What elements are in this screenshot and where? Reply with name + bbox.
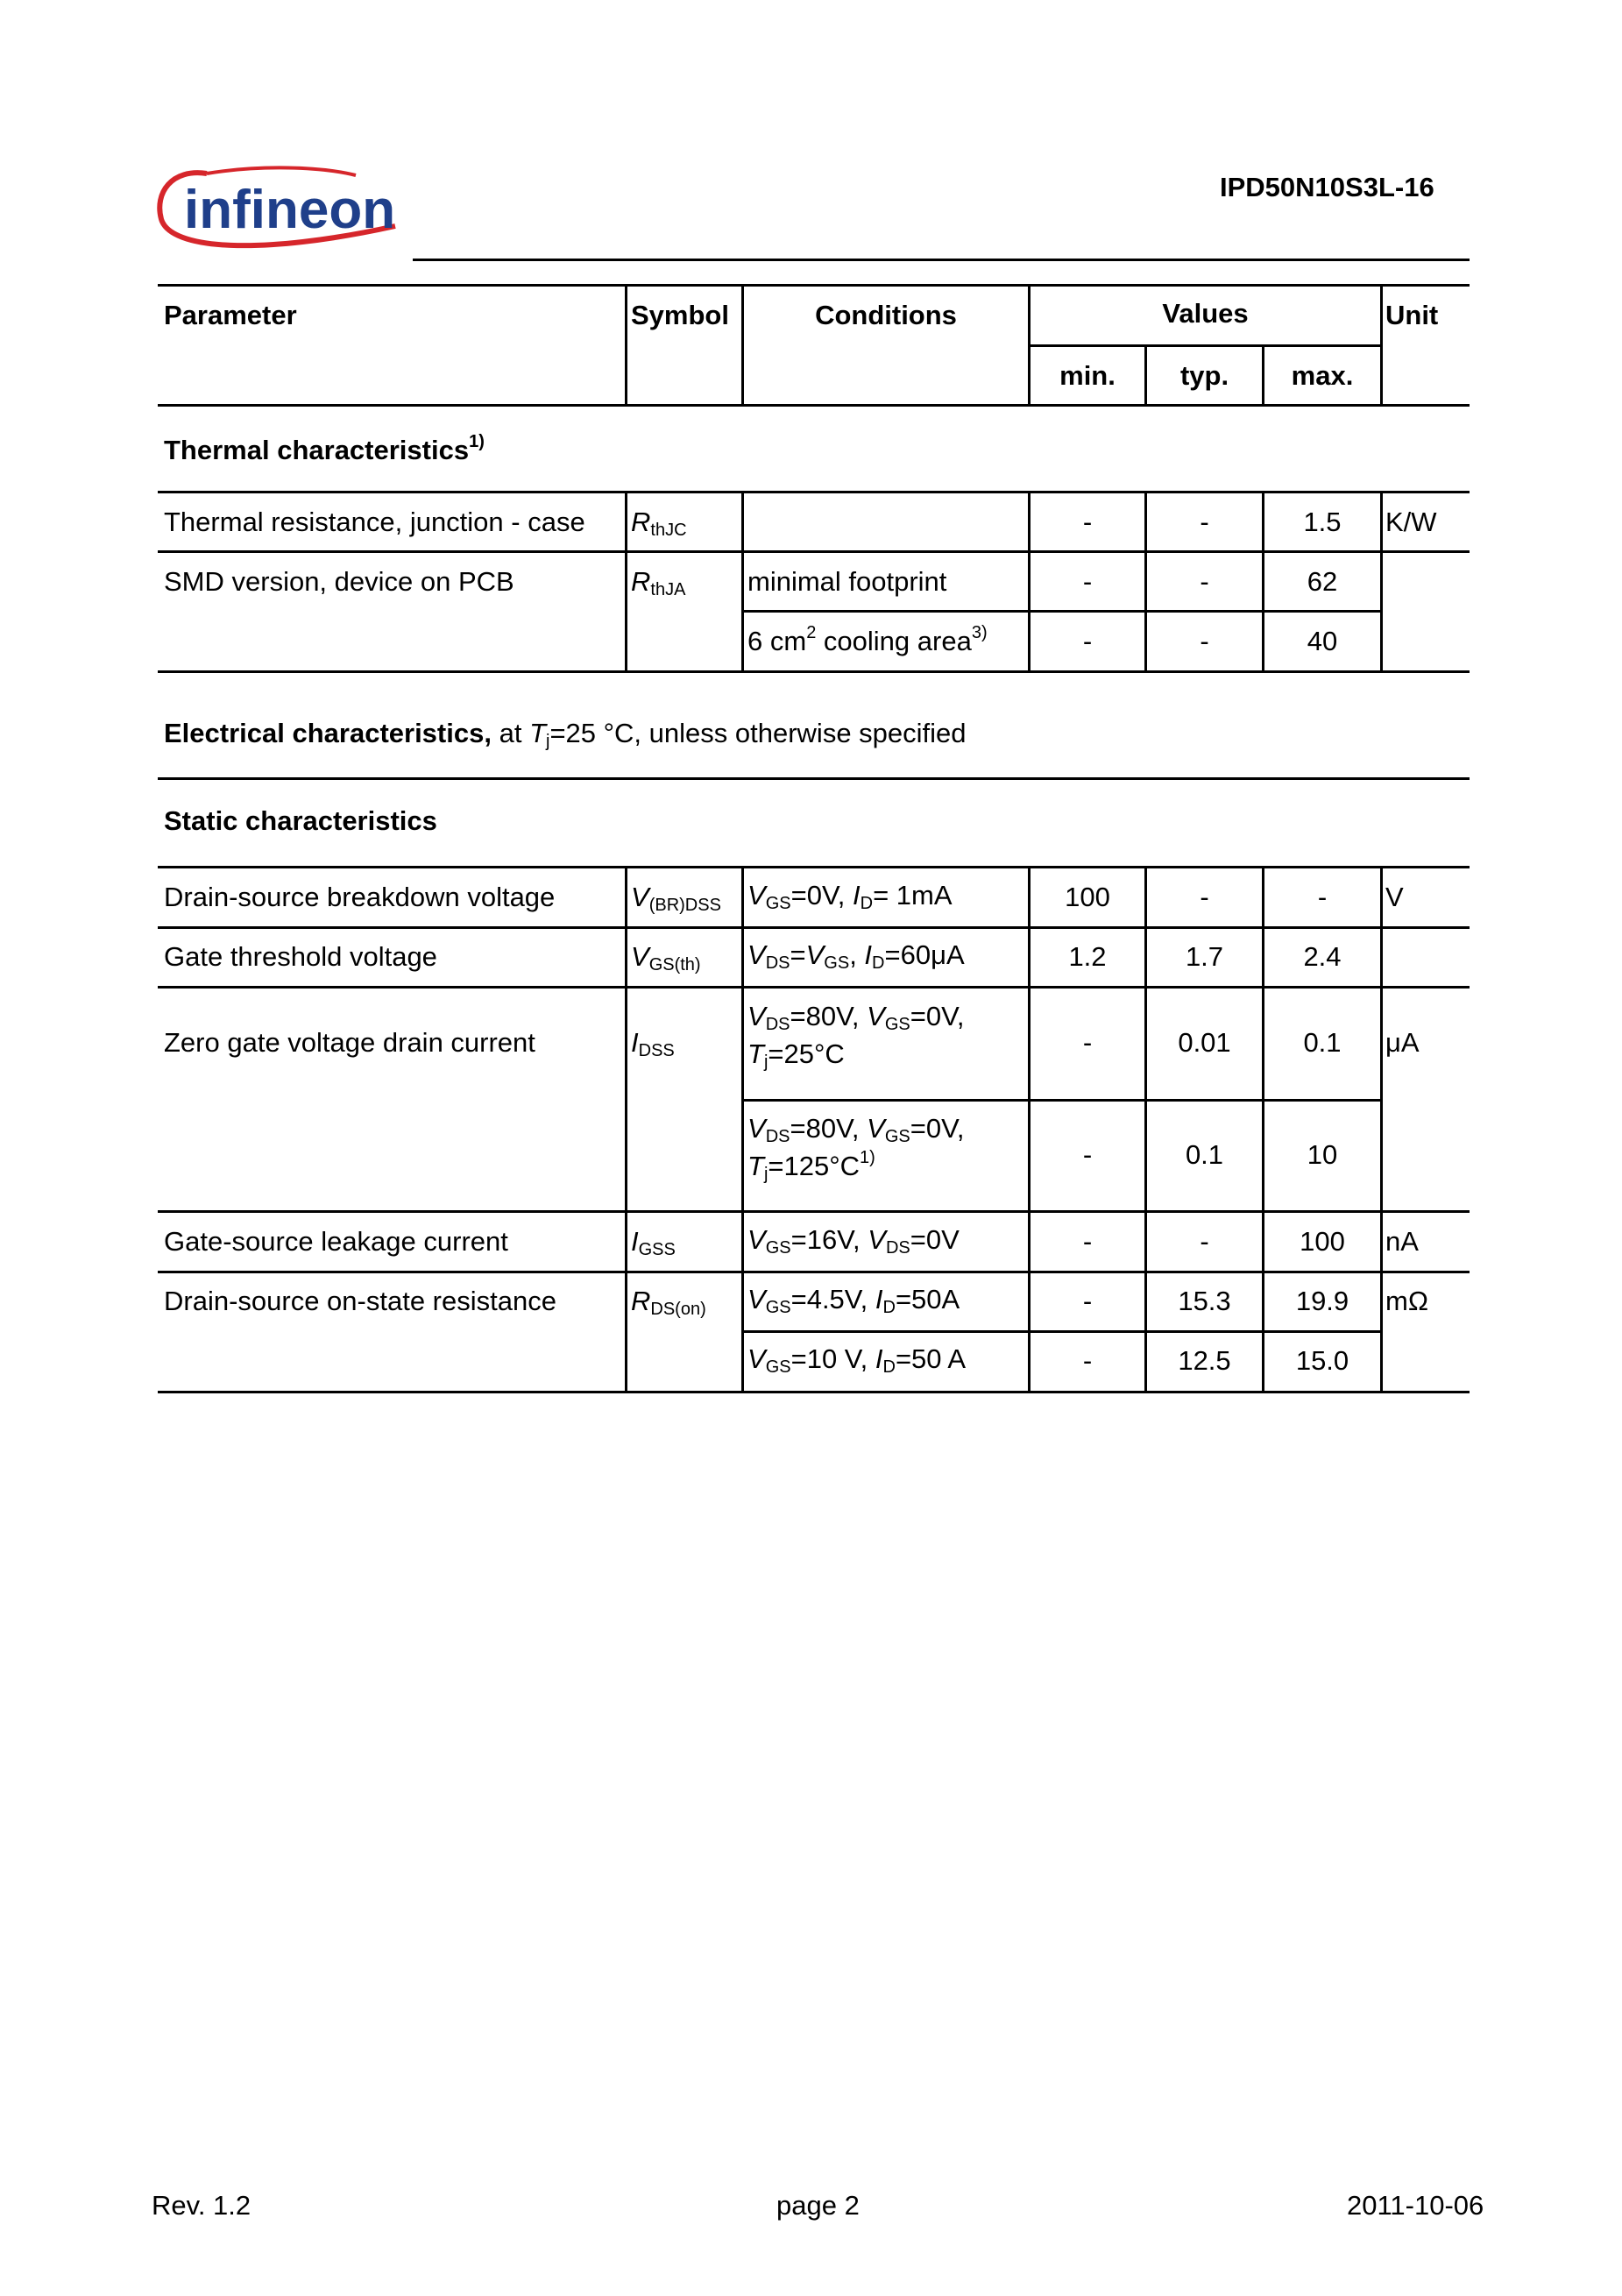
value-min: - <box>1082 1286 1093 1316</box>
param-thermal-resistance-jc: Thermal resistance, junction - case <box>164 507 585 537</box>
param-smd-version: SMD version, device on PCB <box>164 566 514 597</box>
footer-revision: Rev. 1.2 <box>152 2190 251 2221</box>
value-max: 15.0 <box>1295 1345 1349 1376</box>
condition-cooling-area: 6 $cm^2$ cooling area$^{3)}$ <box>747 623 988 656</box>
value-min: 100 <box>1065 882 1110 912</box>
value-typ: - <box>1200 1226 1209 1257</box>
value-typ: 12.5 <box>1178 1345 1231 1376</box>
svg-text:infineon: infineon <box>184 180 396 240</box>
footer-page-number: page 2 <box>776 2190 860 2221</box>
value-max: 2.4 <box>1303 941 1342 972</box>
value-max: - <box>1317 882 1328 912</box>
value-max: 19.9 <box>1295 1286 1349 1316</box>
param-zero-gate-current: Zero gate voltage drain current <box>164 1027 535 1058</box>
value-typ: 1.7 <box>1185 941 1224 972</box>
value-max: 40 <box>1307 626 1338 656</box>
value-typ: - <box>1200 626 1209 656</box>
col-header-conditions: Conditions <box>815 300 957 330</box>
condition-vds80-vgs0: $V_{DS}=80V$, $V_{GS}=0V$, <box>747 1001 965 1034</box>
symbol-rthja: $R_{thJA}$ <box>631 566 686 599</box>
value-max: 0.1 <box>1303 1027 1342 1058</box>
symbol-vbrdss: $V_{(BR)DSS}$ <box>631 882 721 915</box>
condition-vgs45-id50: $V_{GS}=4.5V$, $I_D=50A$ <box>747 1284 960 1317</box>
value-min: - <box>1082 1226 1093 1257</box>
value-typ: - <box>1200 566 1209 597</box>
param-breakdown-voltage: Drain-source breakdown voltage <box>164 882 556 912</box>
param-gate-leakage: Gate-source leakage current <box>164 1226 508 1257</box>
section-title-electrical: Electrical characteristics, at $T_j=25$ °C, unless otherwise specified <box>164 718 967 751</box>
unit-kw: K/W <box>1385 507 1437 537</box>
col-header-parameter: Parameter <box>164 300 297 330</box>
condition-vds-vgs-id: $V_{DS}=V_{GS}$, $I_D=60\mu A$ <box>747 939 965 973</box>
condition-vds80-vgs0: $V_{DS}=80V$, $V_{GS}=0V$, <box>747 1113 965 1146</box>
condition-tj25: $T_j=25^\circ C$ <box>747 1038 845 1072</box>
col-header-values: Values <box>1162 298 1249 329</box>
param-on-state-resistance: Drain-source on-state resistance <box>164 1286 556 1316</box>
value-min: - <box>1082 626 1093 656</box>
symbol-vgsth: $V_{GS(th)}$ <box>631 941 701 974</box>
unit-na: nA <box>1385 1226 1419 1257</box>
value-typ: - <box>1200 507 1209 537</box>
condition-minimal-footprint: minimal footprint <box>747 566 947 597</box>
col-header-unit: Unit <box>1385 300 1439 330</box>
value-min: - <box>1082 507 1093 537</box>
value-min: - <box>1082 1345 1093 1376</box>
infineon-logo <box>154 158 408 267</box>
value-typ: - <box>1200 882 1209 912</box>
symbol-igss: $I_{GSS}$ <box>631 1226 676 1259</box>
col-header-symbol: Symbol <box>631 300 729 330</box>
symbol-rthjc: $R_{thJC}$ <box>631 507 687 540</box>
footer-date: 2011-10-06 <box>1347 2190 1484 2221</box>
section-title-static: Static characteristics <box>164 805 437 836</box>
value-min: - <box>1082 1139 1093 1170</box>
unit-mohm: mΩ <box>1385 1286 1428 1316</box>
condition-vgs-id: $V_{GS}=0V$, $I_D= 1mA$ <box>747 880 953 913</box>
header-rule <box>413 259 1470 261</box>
symbol-rdson: $R_{DS(on)}$ <box>631 1286 706 1319</box>
value-max: 62 <box>1307 566 1338 597</box>
condition-vgs10-id50: $V_{GS}=10$ V, $I_D=50$ A <box>747 1343 967 1377</box>
col-header-max: max. <box>1291 360 1354 391</box>
value-typ: 0.01 <box>1178 1027 1231 1058</box>
value-max: 10 <box>1307 1139 1338 1170</box>
value-min: - <box>1082 1027 1093 1058</box>
unit-v: V <box>1385 882 1404 912</box>
param-threshold-voltage: Gate threshold voltage <box>164 941 437 972</box>
value-min: 1.2 <box>1068 941 1107 972</box>
value-max: 1.5 <box>1303 507 1342 537</box>
unit-ua: μA <box>1385 1027 1420 1058</box>
value-max: 100 <box>1300 1226 1345 1257</box>
col-header-typ: typ. <box>1179 360 1229 391</box>
condition-tj125: $T_j=125^\circ C^{1)}$ <box>747 1148 875 1184</box>
value-typ: 15.3 <box>1178 1286 1231 1316</box>
value-min: - <box>1082 566 1093 597</box>
value-typ: 0.1 <box>1185 1139 1224 1170</box>
section-title-thermal: Thermal characteristics$^{1)}$ <box>164 432 485 465</box>
part-number: IPD50N10S3L-16 <box>1220 172 1434 202</box>
condition-vgs16-vds0: $V_{GS}=16V$, $V_{DS}=0V$ <box>747 1224 960 1258</box>
col-header-min: min. <box>1059 360 1116 391</box>
symbol-idss: $I_{DSS}$ <box>631 1027 675 1060</box>
